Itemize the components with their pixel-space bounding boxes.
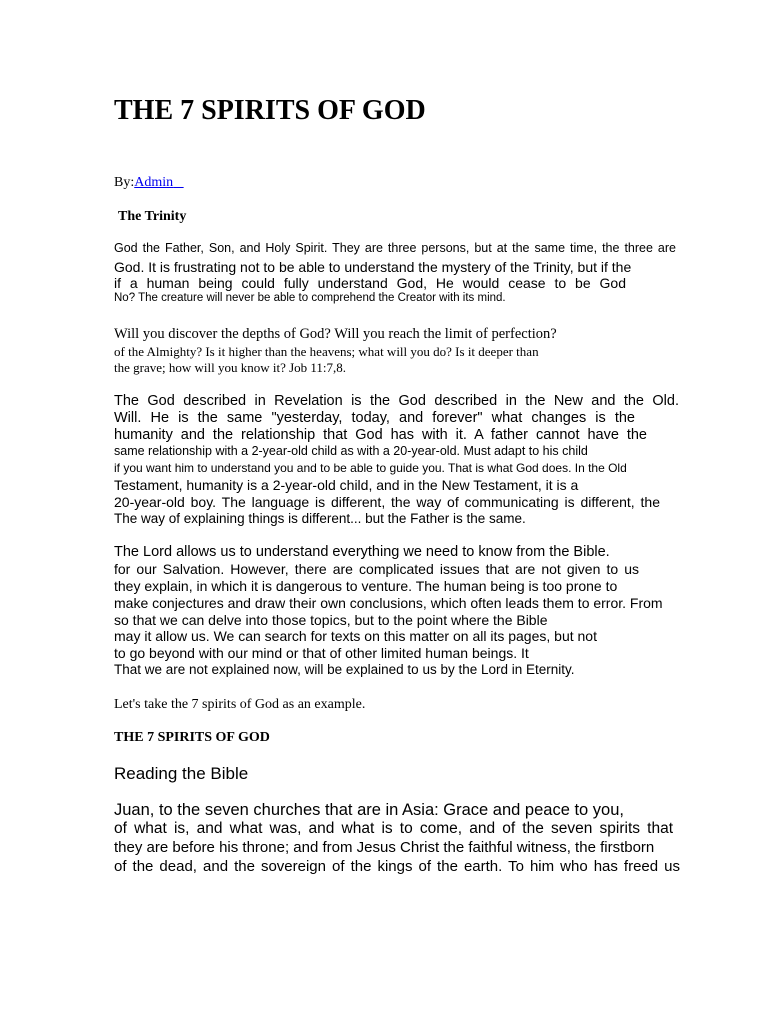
paragraph-line: of the Almighty? Is it higher than the heavens; what will you do? Is it deeper than [114,344,539,359]
paragraph-line: if you want him to understand you and to be able to guide you. That is what God does. In the Old [114,461,627,475]
paragraph-line: Let's take the 7 spirits of God as an example. [114,697,366,712]
section-heading-trinity: The Trinity [118,209,187,224]
paragraph-line: God. It is frustrating not to be able to understand the mystery of the Trinity, but if the [114,259,632,275]
paragraph-line: Juan, to the seven churches that are in Asia: Grace and peace to you, [114,801,624,819]
page-title: THE 7 SPIRITS OF GOD [114,95,426,126]
paragraph-line: to go beyond with our mind or that of other limited human beings. It [114,645,529,661]
paragraph-line: 20-year-old boy. The language is different, the way of communicating is different, the [114,494,660,510]
paragraph-line: God the Father, Son, and Holy Spirit. They are three persons, but at the same time, the three are [114,241,676,255]
paragraph-line: if a human being could fully understand God, He would cease to be God [114,275,626,291]
paragraph-line: may it allow us. We can search for texts on this matter on all its pages, but not [114,628,597,644]
paragraph-line: the grave; how will you know it? Job 11:7,8. [114,360,347,375]
author-link[interactable]: Admin [134,175,174,190]
paragraph-line: they explain, in which it is dangerous to venture. The human being is too prone to [114,578,618,594]
paragraph-line: Testament, humanity is a 2-year-old child, and in the New Testament, it is a [114,477,579,493]
paragraph-line: The God described in Revelation is the God described in the New and the Old. [114,393,679,409]
paragraph-line: same relationship with a 2-year-old child as with a 20-year-old. Must adapt to his child [114,444,588,458]
paragraph-line: The way of explaining things is different... but the Father is the same. [114,511,526,526]
paragraph-line: humanity and the relationship that God has with it. A father cannot have the [114,427,647,443]
paragraph-line: for our Salvation. However, there are complicated issues that are not given to us [114,561,639,577]
paragraph-line: they are before his throne; and from Jesus Christ the faithful witness, the firstborn [114,839,655,856]
paragraph-line: That we are not explained now, will be explained to us by the Lord in Eternity. [114,662,575,677]
paragraph-line: of what is, and what was, and what is to come, and of the seven spirits that [114,820,673,837]
paragraph-line: make conjectures and draw their own conclusions, which often leads them to error. From [114,595,663,611]
section-heading: THE 7 SPIRITS OF GOD [114,730,270,745]
paragraph-line: The Lord allows us to understand everything we need to know from the Bible. [114,544,610,560]
paragraph-line: No? The creature will never be able to comprehend the Creator with its mind. [114,292,506,304]
subheading: Reading the Bible [114,764,249,783]
byline-prefix: By: [114,175,135,190]
byline [114,175,184,191]
paragraph-line: Will you discover the depths of God? Will you reach the limit of perfection? [114,326,557,342]
paragraph-line: of the dead, and the sovereign of the kings of the earth. To him who has freed us [114,858,680,875]
paragraph-line: so that we can delve into those topics, but to the point where the Bible [114,612,548,628]
paragraph-line: Will. He is the same "yesterday, today, and forever" what changes is the [114,410,635,426]
